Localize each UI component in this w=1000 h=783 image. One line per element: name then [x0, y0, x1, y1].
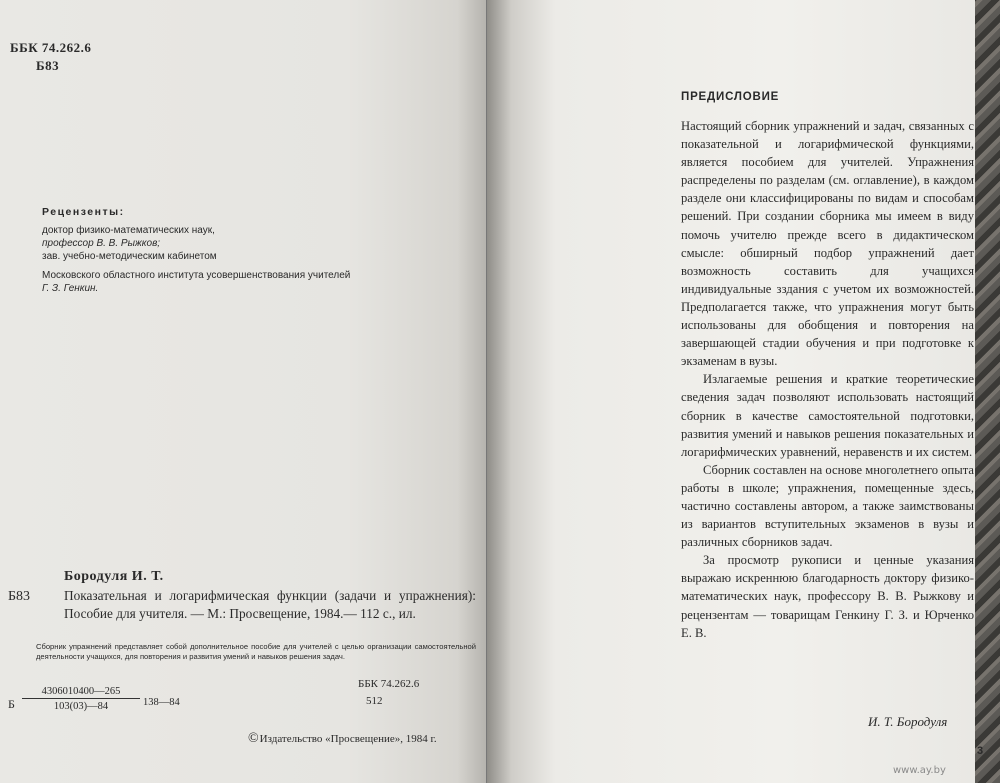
author-name: Бородуля И. Т.: [64, 569, 164, 584]
formula-prefix: Б: [8, 697, 15, 711]
fraction-line: [22, 698, 140, 699]
reviewers-list: [42, 224, 350, 295]
copyright-line: [248, 731, 437, 747]
reviewer-line: Московского областного института усовершенствования учителей: [42, 270, 351, 281]
preface-title: ПРЕДИСЛОВИЕ: [681, 91, 780, 103]
preface-paragraph: Сборник составлен на основе многолетнего опыта работы в школе; упражнения, помещенные здесь, частично составлены автором, а также заимствованы из вариантов вступительных экзаменов в вузы и различных сборников задач.: [681, 462, 974, 550]
preface-body: [681, 117, 974, 642]
reviewer-line: зав. учебно-методическим кабинетом: [42, 251, 217, 262]
reviewer-line: Г. З. Генкин.: [42, 283, 99, 294]
reviewers-title: Рецензенты:: [42, 206, 125, 218]
index-formula: [22, 686, 140, 712]
left-page: [0, 0, 497, 783]
formula-numerator: 4306010400—265: [41, 686, 121, 697]
reviewer-line: доктор физико-математических наук,: [42, 225, 215, 236]
copyright-icon: ©: [248, 731, 259, 746]
bbk-bottom-code: ББК 74.262.6: [358, 678, 420, 690]
copyright-text: Издательство «Просвещение», 1984 г.: [259, 733, 437, 745]
author-signature: И. Т. Бородуля: [868, 714, 948, 729]
annotation: Сборник упражнений представляет собой дополнительное пособие для учителей с целью организации самостоятельной деятельности учащихся, для повторения и развития умений и навыков решения задач.: [36, 642, 476, 661]
page-number: 3: [977, 745, 984, 757]
catalog-code: Б83: [36, 58, 60, 73]
bbk-bottom-block: [358, 678, 419, 712]
formula-suffix: 138—84: [143, 697, 180, 708]
preface-paragraph: Настоящий сборник упражнений и задач, связанных с показательной и логарифмической функциями, является пособием для учителей. Упражнения распределены по разделам (см. оглавление), в каждом разделе они классифицированы по видам и способам решений. При создании сборника мы имеем в виду помочь учителю прежде всего в дидактическом смысле: обширный подбор упражнений дает возможность составить для учащихся индивидуальные зздания с учетом их возможностей. Предполагается также, что упражнения могут быть использованы для обобщения и повторения на завершающей стадии обучения и при подготовке к экзаменам в вузы.: [681, 119, 974, 369]
udk-number: 512: [366, 695, 383, 707]
bbk-classification: [10, 40, 91, 76]
preface-paragraph: За просмотр рукописи и ценные указания выражаю искреннюю благодарность доктору физико-математических наук, профессору В. В. Рыжкову и рецензентам — товарищам Генкину Г. З. и Юрченко Е. В.: [681, 553, 974, 640]
formula-denominator: 103(03)—84: [53, 701, 109, 712]
biblio-code: Б83: [8, 589, 31, 604]
site-watermark: www.ay.by: [893, 765, 946, 776]
bibliographic-description: Показательная и логарифмическая функции (задачи и упражнения): Пособие для учителя. — М.: Просвещение, 1984.— 112 с., ил.: [64, 588, 476, 621]
preface-paragraph: Излагаемые решения и краткие теоретические сведения задач позволяют использовать настоящий сборник в качестве самостоятельной подготовки, развития умений и навыков решения показательных и логарифмических уравнений, неравенств и их систем.: [681, 372, 974, 459]
bbk-code: ББК 74.262.6: [10, 40, 92, 55]
reviewer-line: профессор В. В. Рыжков;: [42, 238, 161, 249]
